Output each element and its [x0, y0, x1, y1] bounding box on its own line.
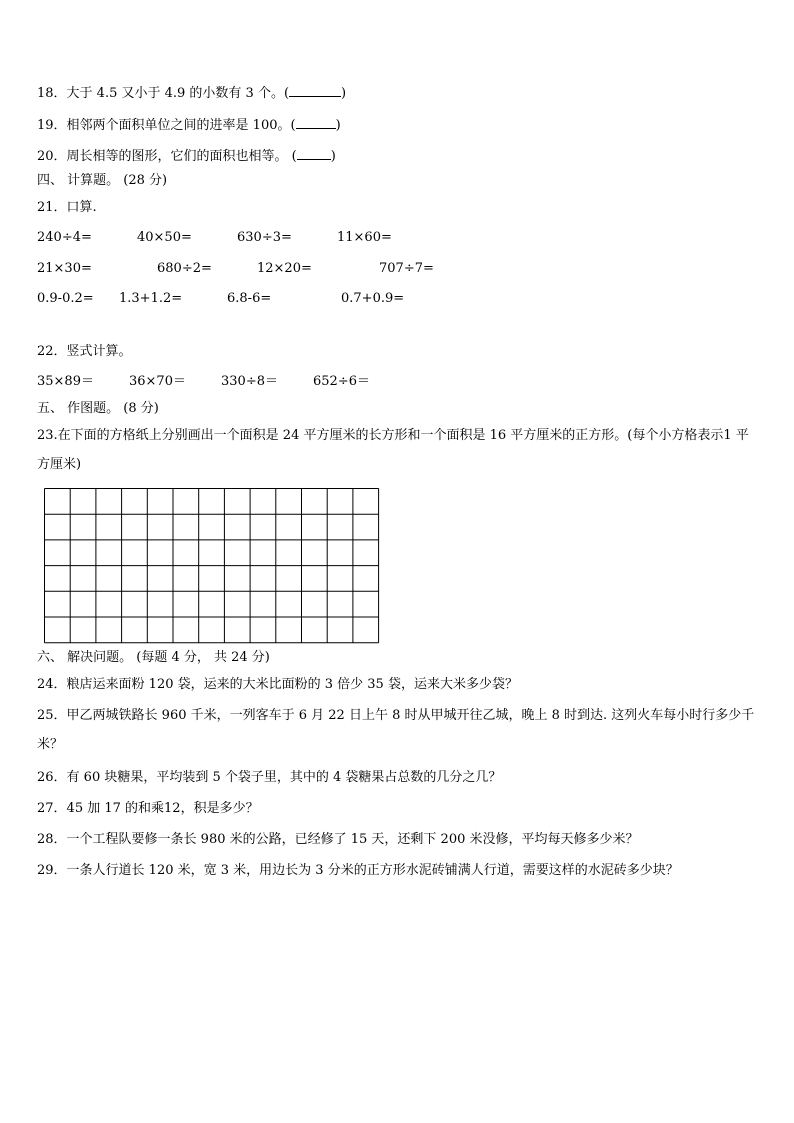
close-paren: ): [335, 118, 341, 133]
grid-paper[interactable]: [44, 488, 380, 644]
calc-item: 330÷8＝: [221, 374, 278, 389]
calc-item: 40×50=: [137, 230, 192, 245]
question-number: 18．: [37, 86, 67, 101]
calc-item: 35×89＝: [37, 374, 94, 389]
question-26: 26．有 60 块糖果，平均装到 5 个袋子里，其中的 4 袋糖果占总数的几分之几？: [37, 770, 502, 785]
question-number: 19．: [37, 118, 67, 133]
calc-item: 1.3+1.2=: [119, 291, 183, 306]
question-27: 27．45 加 17 的和乘12，积是多少？: [37, 801, 259, 816]
calc-item: 652÷6＝: [313, 374, 370, 389]
question-21-title: 21．口算.: [37, 200, 97, 215]
question-29: 29．一条人行道长 120 米，宽 3 米，用边长为 3 分米的正方形水泥砖铺满人行道，需要这样的水泥砖多少块？: [37, 863, 679, 878]
section-title-calculation: 四、 计算题。 (28 分): [37, 173, 168, 188]
close-paren: ): [341, 86, 347, 101]
section-title-problems: 六、 解决问题。 (每题 4 分， 共 24 分): [37, 650, 270, 665]
calc-item: 680÷2=: [157, 261, 212, 276]
calc-item: 21×30=: [37, 261, 92, 276]
calc-item: 36×70＝: [129, 374, 186, 389]
question-25: 25．甲乙两城铁路长 960 千米，一列客车于 6 月 22 日上午 8 时从甲城开往乙城，晚上 8 时到达. 这列火车每小时行多少千米？: [37, 708, 755, 752]
calc-item: 707÷7=: [379, 261, 434, 276]
close-paren: ): [330, 149, 336, 164]
question-text: 大于 4.5 又小于 4.9 的小数有 3 个。(: [66, 86, 290, 101]
calc-item: 0.9-0.2=: [37, 291, 94, 306]
answer-blank[interactable]: [296, 116, 336, 129]
calc-item: 12×20=: [257, 261, 312, 276]
calc-item: 11×60=: [337, 230, 392, 245]
calc-item: 630÷3=: [237, 230, 292, 245]
section-title-drawing: 五、 作图题。 (8 分): [37, 401, 159, 416]
question-24: 24．粮店运来面粉 120 袋，运来的大米比面粉的 3 倍少 35 袋，运来大米多少袋？: [37, 677, 518, 692]
question-text: 相邻两个面积单位之间的进率是 100。(: [66, 118, 296, 133]
question-20: [37, 147, 336, 165]
question-28: 28．一个工程队要修一条长 980 米的公路，已经修了 15 天，还剩下 200 米没修，平均每天修多少米？: [37, 832, 639, 847]
question-19: [37, 116, 341, 134]
calc-item: 0.7+0.9=: [341, 291, 405, 306]
calc-item: 240÷4=: [37, 230, 92, 245]
question-23-text: 23.在下面的方格纸上分别画出一个面积是 24 平方厘米的长方形和一个面积是 16 平方厘米的正方形。(每个小方格表示1 平方厘米): [37, 428, 749, 472]
question-text: 周长相等的图形，它们的面积也相等。 (: [66, 149, 297, 164]
calc-item: 6.8-6=: [227, 291, 272, 306]
answer-blank[interactable]: [289, 84, 341, 97]
question-18: [37, 84, 346, 102]
question-22-title: 22．竖式计算。: [37, 344, 132, 359]
question-number: 20．: [37, 149, 67, 164]
answer-blank[interactable]: [297, 147, 331, 160]
